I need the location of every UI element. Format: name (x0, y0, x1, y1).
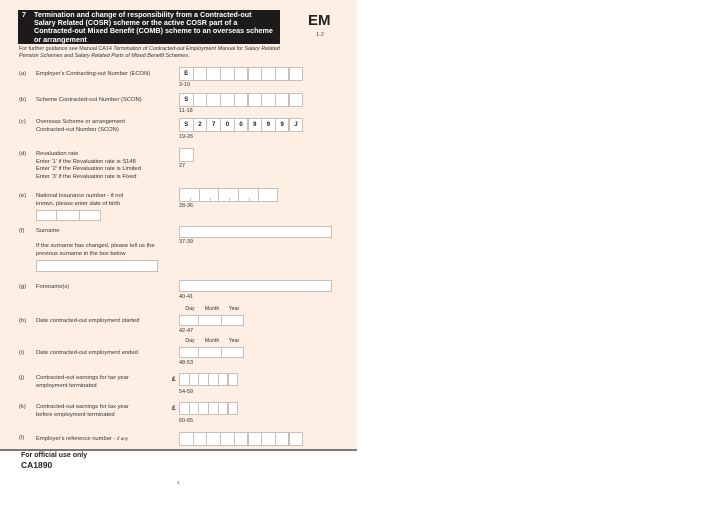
field-c-range: 19-26 (179, 134, 194, 140)
form-page (0, 0, 357, 450)
overseas-scon-input[interactable] (179, 118, 303, 132)
field-c-letter: (c) (19, 119, 26, 125)
econ-box[interactable] (220, 67, 235, 81)
field-f-label: Surname (36, 228, 60, 234)
date-ended-month[interactable] (198, 347, 222, 358)
employer-ref-box[interactable] (179, 432, 194, 446)
field-b-range: 11-18 (179, 108, 193, 114)
scon-box[interactable] (193, 93, 208, 107)
employer-ref-box[interactable] (206, 432, 221, 446)
employer-ref-box[interactable] (289, 432, 304, 446)
dob-day-box[interactable] (36, 210, 57, 221)
field-k-letter: (k) (19, 404, 26, 410)
field-i-letter: (i) (19, 350, 25, 356)
date-started-headings: Day Month Year (185, 306, 240, 312)
pound-sign: £ (172, 376, 176, 383)
earnings-box[interactable] (228, 402, 239, 415)
scon-box[interactable] (220, 93, 235, 107)
scon-input[interactable] (179, 93, 303, 107)
ni-number-box[interactable] (238, 188, 259, 202)
field-h-range: 42-47 (179, 328, 194, 334)
form-code: CA1890 (21, 460, 53, 470)
surname-input[interactable] (179, 226, 332, 238)
overseas-scon-box[interactable]: 9 (261, 118, 276, 132)
field-h-label: Date contracted-out employment started (36, 318, 140, 324)
overseas-scon-box[interactable]: 9 (275, 118, 290, 132)
dob-month-box[interactable] (56, 210, 80, 221)
field-g-letter: (g) (19, 284, 27, 290)
section-title: Termination and change of responsibility from a Contracted-out Salary Related (COSR) scheme or the active COSR part of a Contracted-out Mixed Benefit (COMB) scheme to an overseas scheme or arrangement (34, 10, 273, 44)
overseas-scon-box[interactable]: S (179, 118, 194, 132)
field-c-label: Overseas Scheme or arrangement Contracted-out Number (SCON) (36, 119, 125, 133)
field-b-label: Scheme Contracted-out Number (SCON) (36, 97, 142, 103)
scon-box[interactable]: S (179, 93, 194, 107)
field-a-label: Employer's Contracting-out Number (ECON) (36, 71, 151, 77)
employer-ref-box[interactable] (220, 432, 235, 446)
scon-box[interactable] (234, 93, 249, 107)
official-use-label: For official use only (21, 452, 88, 459)
ni-number-input[interactable] (179, 188, 278, 202)
date-ended-day[interactable] (179, 347, 199, 358)
section-number: 7 (22, 10, 26, 19)
dob-year-box[interactable] (79, 210, 101, 221)
ni-number-box[interactable] (218, 188, 239, 202)
date-of-birth-input[interactable] (36, 210, 101, 221)
employer-ref-box[interactable] (248, 432, 263, 446)
previous-surname-input[interactable] (36, 260, 158, 272)
scon-box[interactable] (289, 93, 304, 107)
forenames-input[interactable] (179, 280, 332, 292)
ni-number-box[interactable] (258, 188, 279, 202)
date-started-input[interactable] (179, 315, 244, 326)
field-d-label: Revaluation rate Enter '1' if the Revaluation rate is S148 Enter '2' if the Revaluation rate is Limited Enter '3' if the Revaluation rate is Fixed (36, 151, 142, 180)
scon-box[interactable] (261, 93, 276, 107)
date-started-year[interactable] (221, 315, 244, 326)
scon-box[interactable] (275, 93, 290, 107)
footer-divider (0, 449, 357, 451)
field-d-range: 27 (179, 163, 186, 169)
econ-box[interactable]: E (179, 67, 194, 81)
date-ended-input[interactable] (179, 347, 244, 358)
field-e-range: 28-36 (179, 203, 194, 209)
econ-box[interactable] (275, 67, 290, 81)
econ-box[interactable] (234, 67, 249, 81)
page-number: 4 (177, 480, 180, 485)
earnings-terminated-input[interactable] (179, 373, 238, 386)
field-a-letter: (a) (19, 71, 27, 77)
field-k-range: 60-65 (179, 418, 194, 424)
employer-ref-box[interactable] (193, 432, 208, 446)
form-code-em: EM (308, 12, 331, 29)
field-k-label: Contracted-out earnings for tax year before employment terminated (36, 404, 129, 418)
econ-box[interactable] (248, 67, 263, 81)
field-i-label: Date contracted-out employment ended (36, 350, 138, 356)
employer-ref-box[interactable] (275, 432, 290, 446)
econ-box[interactable] (289, 67, 304, 81)
date-started-day[interactable] (179, 315, 199, 326)
overseas-scon-box[interactable]: 9 (248, 118, 263, 132)
econ-box[interactable] (193, 67, 208, 81)
employer-reference-input[interactable] (179, 432, 303, 446)
field-l-letter: (l) (19, 435, 25, 441)
econ-box[interactable] (261, 67, 276, 81)
scon-box[interactable] (248, 93, 263, 107)
earnings-before-input[interactable] (179, 402, 238, 415)
econ-input[interactable] (179, 67, 303, 81)
overseas-scon-box[interactable]: 2 (193, 118, 208, 132)
overseas-scon-box[interactable]: 0 (220, 118, 235, 132)
field-f-letter: (f) (19, 228, 25, 234)
ni-number-box[interactable] (179, 188, 200, 202)
ni-number-box[interactable] (199, 188, 220, 202)
field-e-label: National Insurance number - if not known, please enter date of birth (36, 193, 124, 207)
field-j-letter: (j) (19, 375, 25, 381)
field-i-range: 48-53 (179, 360, 194, 366)
econ-box[interactable] (206, 67, 221, 81)
field-e-letter: (e) (19, 193, 27, 199)
field-d-letter: (d) (19, 151, 27, 157)
field-h-letter: (h) (19, 318, 27, 324)
overseas-scon-box[interactable]: 0 (234, 118, 249, 132)
guidance-text: For further guidance see Manual CA14 Termination of Contracted-out Employment Manual for Salary Related Pension Schemes and Salary Related Parts of Mixed Benefit Schemes. (19, 46, 280, 59)
section-header (18, 10, 280, 44)
field-g-range: 40-41 (179, 294, 194, 300)
field-g-label: Forename(s) (36, 284, 70, 290)
date-ended-year[interactable] (221, 347, 244, 358)
field-j-range: 54-59 (179, 389, 194, 395)
employer-ref-box[interactable] (234, 432, 249, 446)
form-code-range: 1-2 (316, 32, 324, 38)
earnings-box[interactable] (228, 373, 239, 386)
field-f-range: 37-39 (179, 239, 194, 245)
overseas-scon-box[interactable]: J (289, 118, 304, 132)
date-ended-headings: Day Month Year (185, 338, 240, 344)
field-b-letter: (b) (19, 97, 27, 103)
field-j-label: Contracted-out earnings for tax year employment terminated (36, 375, 129, 389)
employer-ref-box[interactable] (261, 432, 276, 446)
overseas-scon-box[interactable]: 7 (206, 118, 221, 132)
field-l-label: Employer's reference number - if any (36, 436, 128, 442)
field-f-note: If the surname has changed, please tell us the previous surname in the box below (36, 243, 155, 257)
pound-sign: £ (172, 405, 176, 412)
revaluation-rate-box[interactable] (179, 148, 194, 162)
field-a-range: 3-10 (179, 82, 191, 88)
revaluation-rate-input[interactable] (179, 148, 194, 162)
date-started-month[interactable] (198, 315, 222, 326)
scon-box[interactable] (206, 93, 221, 107)
